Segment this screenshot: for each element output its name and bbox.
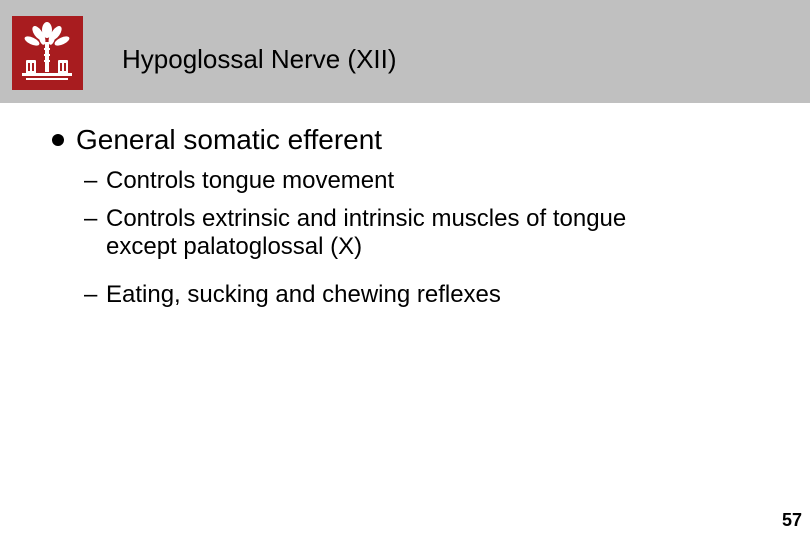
dash-marker: – (84, 281, 98, 308)
sub-bullet-text-continued: except palatoglossal (X) (106, 233, 363, 260)
slide-title: Hypoglossal Nerve (XII) (122, 44, 397, 74)
dash-marker: – (84, 205, 98, 232)
sub-bullet-text: Controls extrinsic and intrinsic muscles of tongue (106, 205, 627, 232)
slide-header-bar (0, 0, 810, 103)
sub-bullet-text: Eating, sucking and chewing reflexes (106, 281, 501, 308)
palmetto-tree-seal-icon (12, 16, 83, 90)
page-number: 57 (781, 510, 802, 530)
sub-bullet-text: Controls tongue movement (106, 167, 395, 194)
bullet-dot-icon (52, 134, 64, 146)
bullet-text: General somatic efferent (76, 124, 383, 155)
dash-marker: – (84, 167, 98, 194)
